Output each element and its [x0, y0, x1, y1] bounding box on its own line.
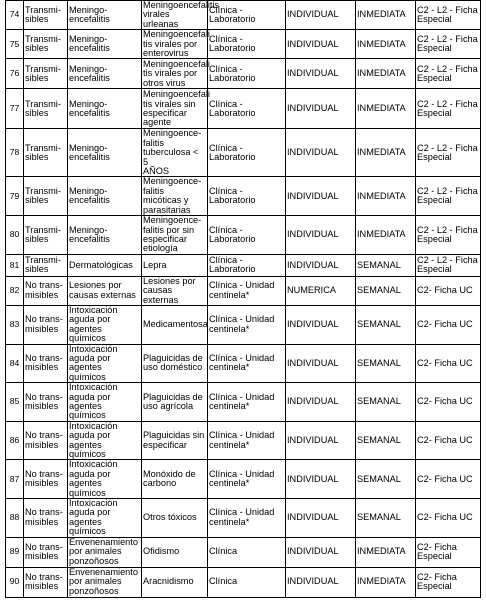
form-cell: C2- Ficha Especial: [416, 537, 481, 567]
periodicity-cell: INMEDIATA: [356, 567, 416, 597]
table-row: [6, 537, 481, 567]
form-cell: C2- Ficha UC: [416, 276, 481, 305]
category-cell: Meningo- encefalitis: [68, 177, 142, 216]
form-cell: C2 - L2 - Ficha Especial: [416, 129, 481, 177]
event-cell: Plaguicidas de uso agrícola: [142, 383, 208, 422]
periodicity-cell: SEMANAL: [356, 305, 416, 344]
table-row: [6, 421, 481, 460]
category-cell: Envenenamiento por animales ponzoñosos: [68, 567, 142, 597]
form-cell: C2 - L2 - Ficha Especial: [416, 59, 481, 89]
strategy-cell: Clínica: [208, 567, 286, 597]
table-row: [6, 216, 481, 255]
strategy-cell: Clínica - Unidad centinela*: [208, 276, 286, 305]
form-cell: C2 - L2 - Ficha Especial: [416, 216, 481, 255]
periodicity-cell: INMEDIATA: [356, 216, 416, 255]
event-cell: Meningoencefali tis virales por otros virus: [143, 58, 210, 88]
table-row: [6, 1, 481, 30]
form-cell: C2 - L2 - Ficha Especial: [416, 177, 481, 216]
row-number: 90: [6, 567, 24, 597]
row-number: 75: [6, 30, 24, 59]
table-row: [6, 89, 481, 129]
group-cell: No trans- misibles: [24, 537, 68, 567]
periodicity-cell: INMEDIATA: [356, 129, 416, 177]
table-row: [6, 305, 481, 344]
event-cell: Meningoencefalitis virales urleanas: [143, 0, 220, 29]
periodicity-cell: SEMANAL: [356, 421, 416, 460]
table-row: [6, 59, 481, 89]
strategy-cell: Clínica - Laboratorio: [208, 177, 286, 216]
group-cell: No trans- misibles: [24, 383, 68, 422]
event-cell: Meningoence- falitis por sin especificar etiología: [142, 216, 208, 255]
row-number: 84: [6, 344, 24, 383]
row-number: 81: [6, 254, 24, 276]
group-cell: No trans- misibles: [24, 567, 68, 597]
group-cell: Transmi- sibles: [24, 59, 68, 89]
form-cell: C2- Ficha UC: [416, 305, 481, 344]
document-page: [5, 0, 480, 598]
strategy-cell: Clínica - Unidad centinela*: [208, 421, 286, 460]
row-number: 86: [6, 421, 24, 460]
form-cell: C2 - L2 - Ficha Especial: [416, 89, 481, 129]
row-number: 77: [6, 89, 24, 129]
event-cell: Otros tóxicos: [142, 499, 208, 538]
group-cell: No trans- misibles: [24, 460, 68, 499]
event-cell: Aracnidismo: [142, 567, 208, 597]
group-cell: No trans- misibles: [24, 305, 68, 344]
group-cell: Transmi- sibles: [24, 129, 68, 177]
strategy-cell: Clínica - Unidad centinela*: [208, 383, 286, 422]
event-cell: Meningoence- falitis tuberculosa < 5 AÑOS: [142, 129, 208, 177]
strategy-cell: Clínica: [208, 537, 286, 567]
event-cell: Meningoencefali tis virales por enterovirus: [143, 29, 210, 59]
table-row: [6, 460, 481, 499]
table-row: [6, 276, 481, 305]
modality-cell: INDIVIDUAL: [286, 460, 356, 499]
category-cell: Meningo- encefalitis: [68, 89, 142, 129]
row-number: 85: [6, 383, 24, 422]
strategy-cell: Clínica - Laboratorio: [208, 254, 286, 276]
table-row: [6, 177, 481, 216]
strategy-cell: Clínica - Laboratorio: [208, 59, 286, 89]
category-cell: Intoxicación aguda por agentes químicos: [68, 383, 142, 422]
modality-cell: INDIVIDUAL: [286, 177, 356, 216]
strategy-cell: Clínica - Laboratorio: [208, 129, 286, 177]
modality-cell: INDIVIDUAL: [286, 30, 356, 59]
category-cell: Intoxicación aguda por agentes químicos: [68, 499, 142, 538]
table-row: [6, 344, 481, 383]
row-number: 83: [6, 305, 24, 344]
modality-cell: INDIVIDUAL: [286, 89, 356, 129]
strategy-cell: Clínica - Laboratorio: [208, 1, 286, 30]
modality-cell: INDIVIDUAL: [286, 59, 356, 89]
table-row: [6, 254, 481, 276]
modality-cell: INDIVIDUAL: [286, 305, 356, 344]
periodicity-cell: INMEDIATA: [356, 177, 416, 216]
row-number: 80: [6, 216, 24, 255]
strategy-cell: Clínica - Unidad centinela*: [208, 305, 286, 344]
event-cell: Plaguicidas de uso doméstico: [142, 344, 208, 383]
form-cell: C2- Ficha UC: [416, 344, 481, 383]
row-number: 82: [6, 276, 24, 305]
periodicity-cell: SEMANAL: [356, 499, 416, 538]
periodicity-cell: INMEDIATA: [356, 89, 416, 129]
category-cell: Meningo- encefalitis: [68, 30, 142, 59]
form-cell: C2- Ficha UC: [416, 421, 481, 460]
modality-cell: INDIVIDUAL: [286, 344, 356, 383]
category-cell: Intoxicación aguda por agentes químicos: [68, 305, 142, 344]
periodicity-cell: INMEDIATA: [356, 59, 416, 89]
event-cell: Medicamentosa: [142, 305, 208, 344]
periodicity-cell: INMEDIATA: [356, 30, 416, 59]
modality-cell: INDIVIDUAL: [286, 1, 356, 30]
category-cell: Meningo- encefalitis: [68, 216, 142, 255]
row-number: 76: [6, 59, 24, 89]
event-cell: Plaguicidas sin especificar: [142, 421, 208, 460]
category-cell: Meningo- encefalitis: [68, 1, 142, 30]
row-number: 79: [6, 177, 24, 216]
form-cell: C2 - L2 - Ficha Especial: [416, 1, 481, 30]
category-cell: Meningo- encefalitis: [68, 129, 142, 177]
table-row: [6, 129, 481, 177]
form-cell: C2- Ficha Especial: [416, 567, 481, 597]
modality-cell: INDIVIDUAL: [286, 129, 356, 177]
group-cell: Transmi- sibles: [24, 89, 68, 129]
modality-cell: INDIVIDUAL: [286, 383, 356, 422]
event-cell: Monóxido de carbono: [142, 460, 208, 499]
event-cell: Meningoence- falitis micóticas y parasitarias: [142, 177, 208, 216]
category-cell: Intoxicación aguda por agentes químicos: [68, 421, 142, 460]
modality-cell: INDIVIDUAL: [286, 254, 356, 276]
modality-cell: INDIVIDUAL: [286, 567, 356, 597]
group-cell: Transmi- sibles: [24, 30, 68, 59]
form-cell: C2- Ficha UC: [416, 383, 481, 422]
modality-cell: INDIVIDUAL: [286, 499, 356, 538]
strategy-cell: Clínica - Unidad centinela*: [208, 344, 286, 383]
group-cell: No trans- misibles: [24, 344, 68, 383]
periodicity-cell: INMEDIATA: [356, 537, 416, 567]
event-cell: Lesiones por causas externas: [142, 276, 208, 305]
category-cell: Intoxicación aguda por agentes químicos: [68, 344, 142, 383]
group-cell: No trans- misibles: [24, 421, 68, 460]
category-cell: Meningo- encefalitis: [68, 59, 142, 89]
periodicity-cell: SEMANAL: [356, 276, 416, 305]
modality-cell: INDIVIDUAL: [286, 537, 356, 567]
category-cell: Intoxicación aguda por agentes químicos: [68, 460, 142, 499]
table-body: [6, 1, 481, 598]
row-number: 87: [6, 460, 24, 499]
strategy-cell: Clínica - Laboratorio: [208, 30, 286, 59]
table-row: [6, 567, 481, 597]
periodicity-cell: INMEDIATA: [356, 1, 416, 30]
form-cell: C2 - L2 - Ficha Especial: [416, 30, 481, 59]
table-row: [6, 499, 481, 538]
modality-cell: NUMERICA: [286, 276, 356, 305]
group-cell: No trans- misibles: [24, 499, 68, 538]
table-row: [6, 383, 481, 422]
strategy-cell: Clínica - Unidad centinela*: [208, 460, 286, 499]
row-number: 89: [6, 537, 24, 567]
strategy-cell: Clínica - Laboratorio: [208, 216, 286, 255]
row-number: 78: [6, 129, 24, 177]
row-number: 74: [6, 1, 24, 30]
group-cell: No trans- misibles: [24, 276, 68, 305]
form-cell: C2- Ficha UC: [416, 460, 481, 499]
surveillance-events-table: [5, 0, 481, 598]
row-number: 88: [6, 499, 24, 538]
strategy-cell: Clínica - Laboratorio: [208, 89, 286, 129]
event-cell: Lepra: [142, 254, 208, 276]
form-cell: C2- Ficha UC: [416, 499, 481, 538]
group-cell: Transmi- sibles: [24, 254, 68, 276]
periodicity-cell: SEMANAL: [356, 254, 416, 276]
category-cell: Envenenamiento por animales ponzoñosos: [68, 537, 142, 567]
category-cell: Dermatológicas: [68, 254, 142, 276]
form-cell: C2 - L2 - Ficha Especial: [416, 254, 481, 276]
group-cell: Transmi- sibles: [24, 1, 68, 30]
event-cell: Meningoencefali tis virales sin especificar agente: [143, 89, 210, 128]
periodicity-cell: SEMANAL: [356, 383, 416, 422]
strategy-cell: Clínica - Unidad centinela*: [208, 499, 286, 538]
group-cell: Transmi- sibles: [24, 177, 68, 216]
group-cell: Transmi- sibles: [24, 216, 68, 255]
periodicity-cell: SEMANAL: [356, 344, 416, 383]
table-row: [6, 30, 481, 59]
category-cell: Lesiones por causas externas: [68, 276, 142, 305]
modality-cell: INDIVIDUAL: [286, 216, 356, 255]
event-cell: Ofidismo: [142, 537, 208, 567]
modality-cell: INDIVIDUAL: [286, 421, 356, 460]
periodicity-cell: SEMANAL: [356, 460, 416, 499]
